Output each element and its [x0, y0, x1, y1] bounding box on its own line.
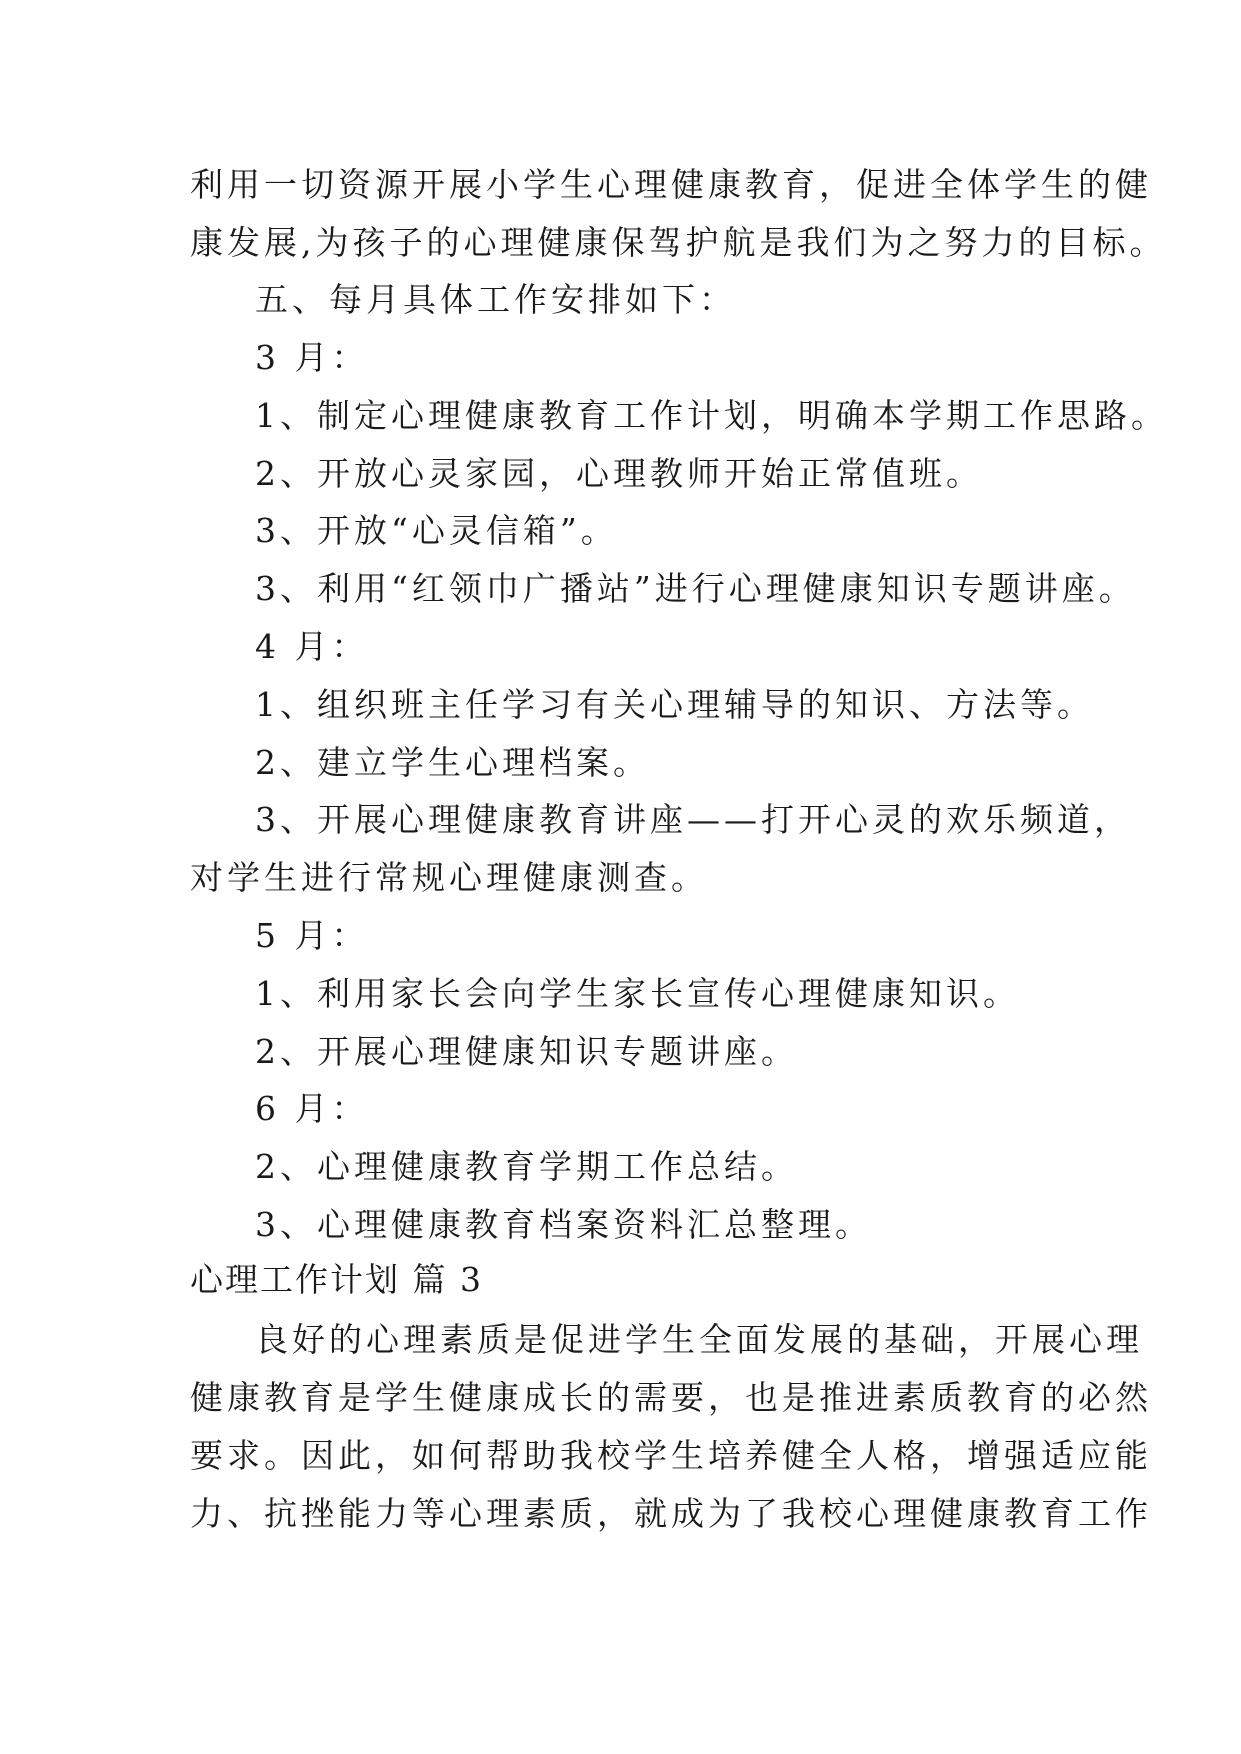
list-item: 1、利用家长会向学生家长宣传心理健康知识。	[255, 974, 1020, 1013]
list-item: 2、开展心理健康知识专题讲座。	[255, 1032, 798, 1071]
paragraph-line: 健康教育是学生健康成长的需要，也是推进素质教育的必然	[190, 1378, 1152, 1417]
list-item-continued: 对学生进行常规心理健康测查。	[190, 858, 708, 897]
list-item: 1、组织班主任学习有关心理辅导的知识、方法等。	[255, 685, 1094, 724]
month-heading: 4 月：	[255, 627, 369, 666]
month-heading: 6 月：	[255, 1089, 369, 1128]
list-item: 2、心理健康教育学期工作总结。	[255, 1147, 798, 1186]
paragraph-line: 要求。因此，如何帮助我校学生培养健全人格，增强适应能	[190, 1436, 1152, 1475]
list-item: 3、开放“心灵信箱”。	[255, 511, 618, 550]
list-item: 2、开放心灵家园，心理教师开始正常值班。	[255, 454, 983, 493]
month-heading: 3 月：	[255, 338, 369, 377]
month-heading: 5 月：	[255, 916, 369, 955]
paragraph-line: 良好的心理素质是促进学生全面发展的基础，开展心理	[255, 1320, 1143, 1359]
list-item: 3、利用“红领巾广播站”进行心理健康知识专题讲座。	[255, 569, 1136, 608]
list-item: 3、心理健康教育档案资料汇总整理。	[255, 1205, 872, 1244]
paragraph-line: 康发展,为孩子的心理健康保驾护航是我们为之努力的目标。	[190, 223, 1167, 262]
section-heading: 五、每月具体工作安排如下：	[255, 280, 736, 319]
list-item: 2、建立学生心理档案。	[255, 743, 650, 782]
article-title: 心理工作计划 篇 3	[190, 1260, 483, 1299]
paragraph-line: 力、抗挫能力等心理素质，就成为了我校心理健康教育工作	[190, 1494, 1152, 1533]
list-item: 1、制定心理健康教育工作计划，明确本学期工作思路。	[255, 396, 1168, 435]
list-item: 3、开展心理健康教育讲座——打开心灵的欢乐频道，	[255, 800, 1131, 839]
paragraph-line: 利用一切资源开展小学生心理健康教育，促进全体学生的健	[190, 165, 1152, 204]
